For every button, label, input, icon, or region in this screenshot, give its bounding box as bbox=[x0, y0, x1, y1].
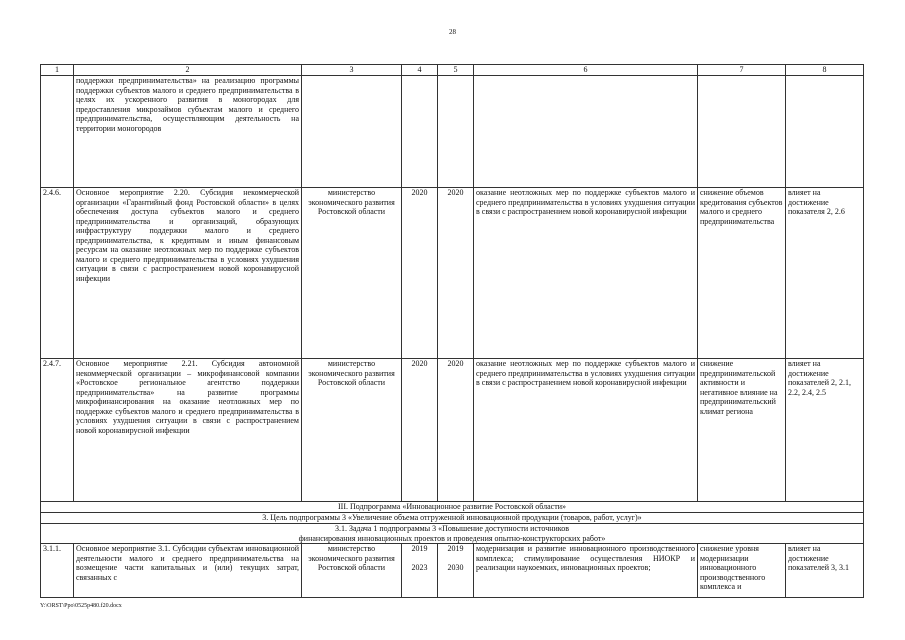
table-row bbox=[41, 359, 864, 502]
subprogram-heading: III. Подпрограмма «Инновационное развитие Ростовской области» bbox=[41, 502, 864, 513]
expected-result-cell: модернизация и развитие инновационного производственного комплекса; стимулирование осуществления НИОКР и реализации наукоемких, инновационных проектов; bbox=[474, 544, 698, 598]
measure-name-cell: поддержки предпринимательства» на реализацию программы поддержки субъектов малого и среднего предпринимательства в целях их ускоренного развития в моногородах для предоставления микрозаймов субъектам малого и среднего предпринимательства, осуществляющим деятельность на территории моногородов bbox=[74, 76, 302, 188]
start-year-cell: 2020 bbox=[402, 359, 438, 502]
expected-result-cell: оказание неотложных мер по поддержке субъектов малого и среднего предпринимательства в условиях ухудшения ситуации в связи с распространением новой коронавирусной инфекции bbox=[474, 359, 698, 502]
start-year: 2019 bbox=[411, 544, 428, 553]
col-header: 3 bbox=[302, 65, 402, 76]
task-heading bbox=[41, 524, 864, 544]
table-row bbox=[41, 544, 864, 598]
section-row bbox=[41, 513, 864, 524]
executor-cell: министерство экономического развития Ростовской области bbox=[302, 544, 402, 598]
col-header: 2 bbox=[74, 65, 302, 76]
col-header: 5 bbox=[438, 65, 474, 76]
col-header: 4 bbox=[402, 65, 438, 76]
section-row bbox=[41, 502, 864, 513]
start-year-cell bbox=[402, 544, 438, 598]
task-heading-line: финансирования инновационных проектов и проведения опытно-конструкторских работ» bbox=[298, 533, 606, 543]
start-year: 2023 bbox=[411, 562, 428, 572]
table-row bbox=[41, 188, 864, 359]
consequence-cell: снижение уровня модернизации инновационного производственного комплекса и bbox=[698, 544, 786, 598]
row-number: 2.4.7. bbox=[41, 359, 74, 502]
measures-table bbox=[40, 64, 864, 598]
col-header: 7 bbox=[698, 65, 786, 76]
page-number: 28 bbox=[449, 28, 456, 36]
measure-name-cell: Основное мероприятие 3.1. Субсидии субъектам инновационной деятельности малого и среднего предпринимательства на возмещение части капитальных и (или) текущих затрат, связанных с bbox=[74, 544, 302, 598]
consequence-cell: снижение объемов кредитования субъектов малого и среднего предпринимательства bbox=[698, 188, 786, 359]
start-year-cell: 2020 bbox=[402, 188, 438, 359]
col-header: 8 bbox=[786, 65, 864, 76]
end-year-cell: 2020 bbox=[438, 188, 474, 359]
consequence-cell: снижение предпринимательской активности и негативное влияние на предпринимательский климат региона bbox=[698, 359, 786, 502]
column-number-row bbox=[41, 65, 864, 76]
indicator-link-cell: влияет на достижение показателей 2, 2.1, 2.2, 2.4, 2.5 bbox=[786, 359, 864, 502]
measure-name-cell: Основное мероприятие 2.20. Субсидия некоммерческой организации «Гарантийный фонд Ростовской области» в целях обеспечения доступа субъектов малого и среднего предпринимательства и организаций, образующих инфраструктуру поддержки малого и среднего предпринимательства, к кредитным и иным финансовым ресурсам на оказание неотложных мер по поддержке субъектов малого и среднего предпринимательства в условиях ухудшения ситуации в связи с распространением новой коронавирусной инфекции bbox=[74, 188, 302, 359]
indicator-link-cell: влияет на достижение показателя 2, 2.6 bbox=[786, 188, 864, 359]
goal-heading: 3. Цель подпрограммы 3 «Увеличение объема отгруженной инновационной продукции (товаров, работ, услуг)» bbox=[41, 513, 864, 524]
executor-cell: министерство экономического развития Ростовской области bbox=[302, 188, 402, 359]
end-year: 2030 bbox=[447, 562, 464, 572]
end-year: 2019 bbox=[447, 544, 464, 553]
col-header: 6 bbox=[474, 65, 698, 76]
section-row bbox=[41, 524, 864, 544]
expected-result-cell: оказание неотложных мер по поддержке субъектов малого и среднего предпринимательства в условиях ухудшения ситуации в связи с распространением новой коронавирусной инфекции bbox=[474, 188, 698, 359]
task-heading-line: 3.1. Задача 1 подпрограммы 3 «Повышение доступности источников bbox=[334, 524, 570, 533]
row-number: 3.1.1. bbox=[41, 544, 74, 598]
end-year-cell: 2020 bbox=[438, 359, 474, 502]
end-year-cell bbox=[438, 544, 474, 598]
indicator-link-cell: влияет на достижение показателей 3, 3.1 bbox=[786, 544, 864, 598]
continuation-row bbox=[41, 76, 864, 188]
executor-cell: министерство экономического развития Ростовской области bbox=[302, 359, 402, 502]
file-path-footer: Y:\ORST\Ppo\0525p480.f20.docx bbox=[40, 603, 122, 609]
row-number: 2.4.6. bbox=[41, 188, 74, 359]
measure-name-cell: Основное мероприятие 2.21. Субсидия автономной некоммерческой организации – микрофинансовой компании «Ростовское региональное агентство поддержки предпринимательства» на развитие программы микрофинансирования на оказание неотложных мер по поддержке субъектов малого и среднего предпринимательства в условиях ухудшения ситуации в связи с распространением новой коронавирусной инфекции bbox=[74, 359, 302, 502]
col-header: 1 bbox=[41, 65, 74, 76]
